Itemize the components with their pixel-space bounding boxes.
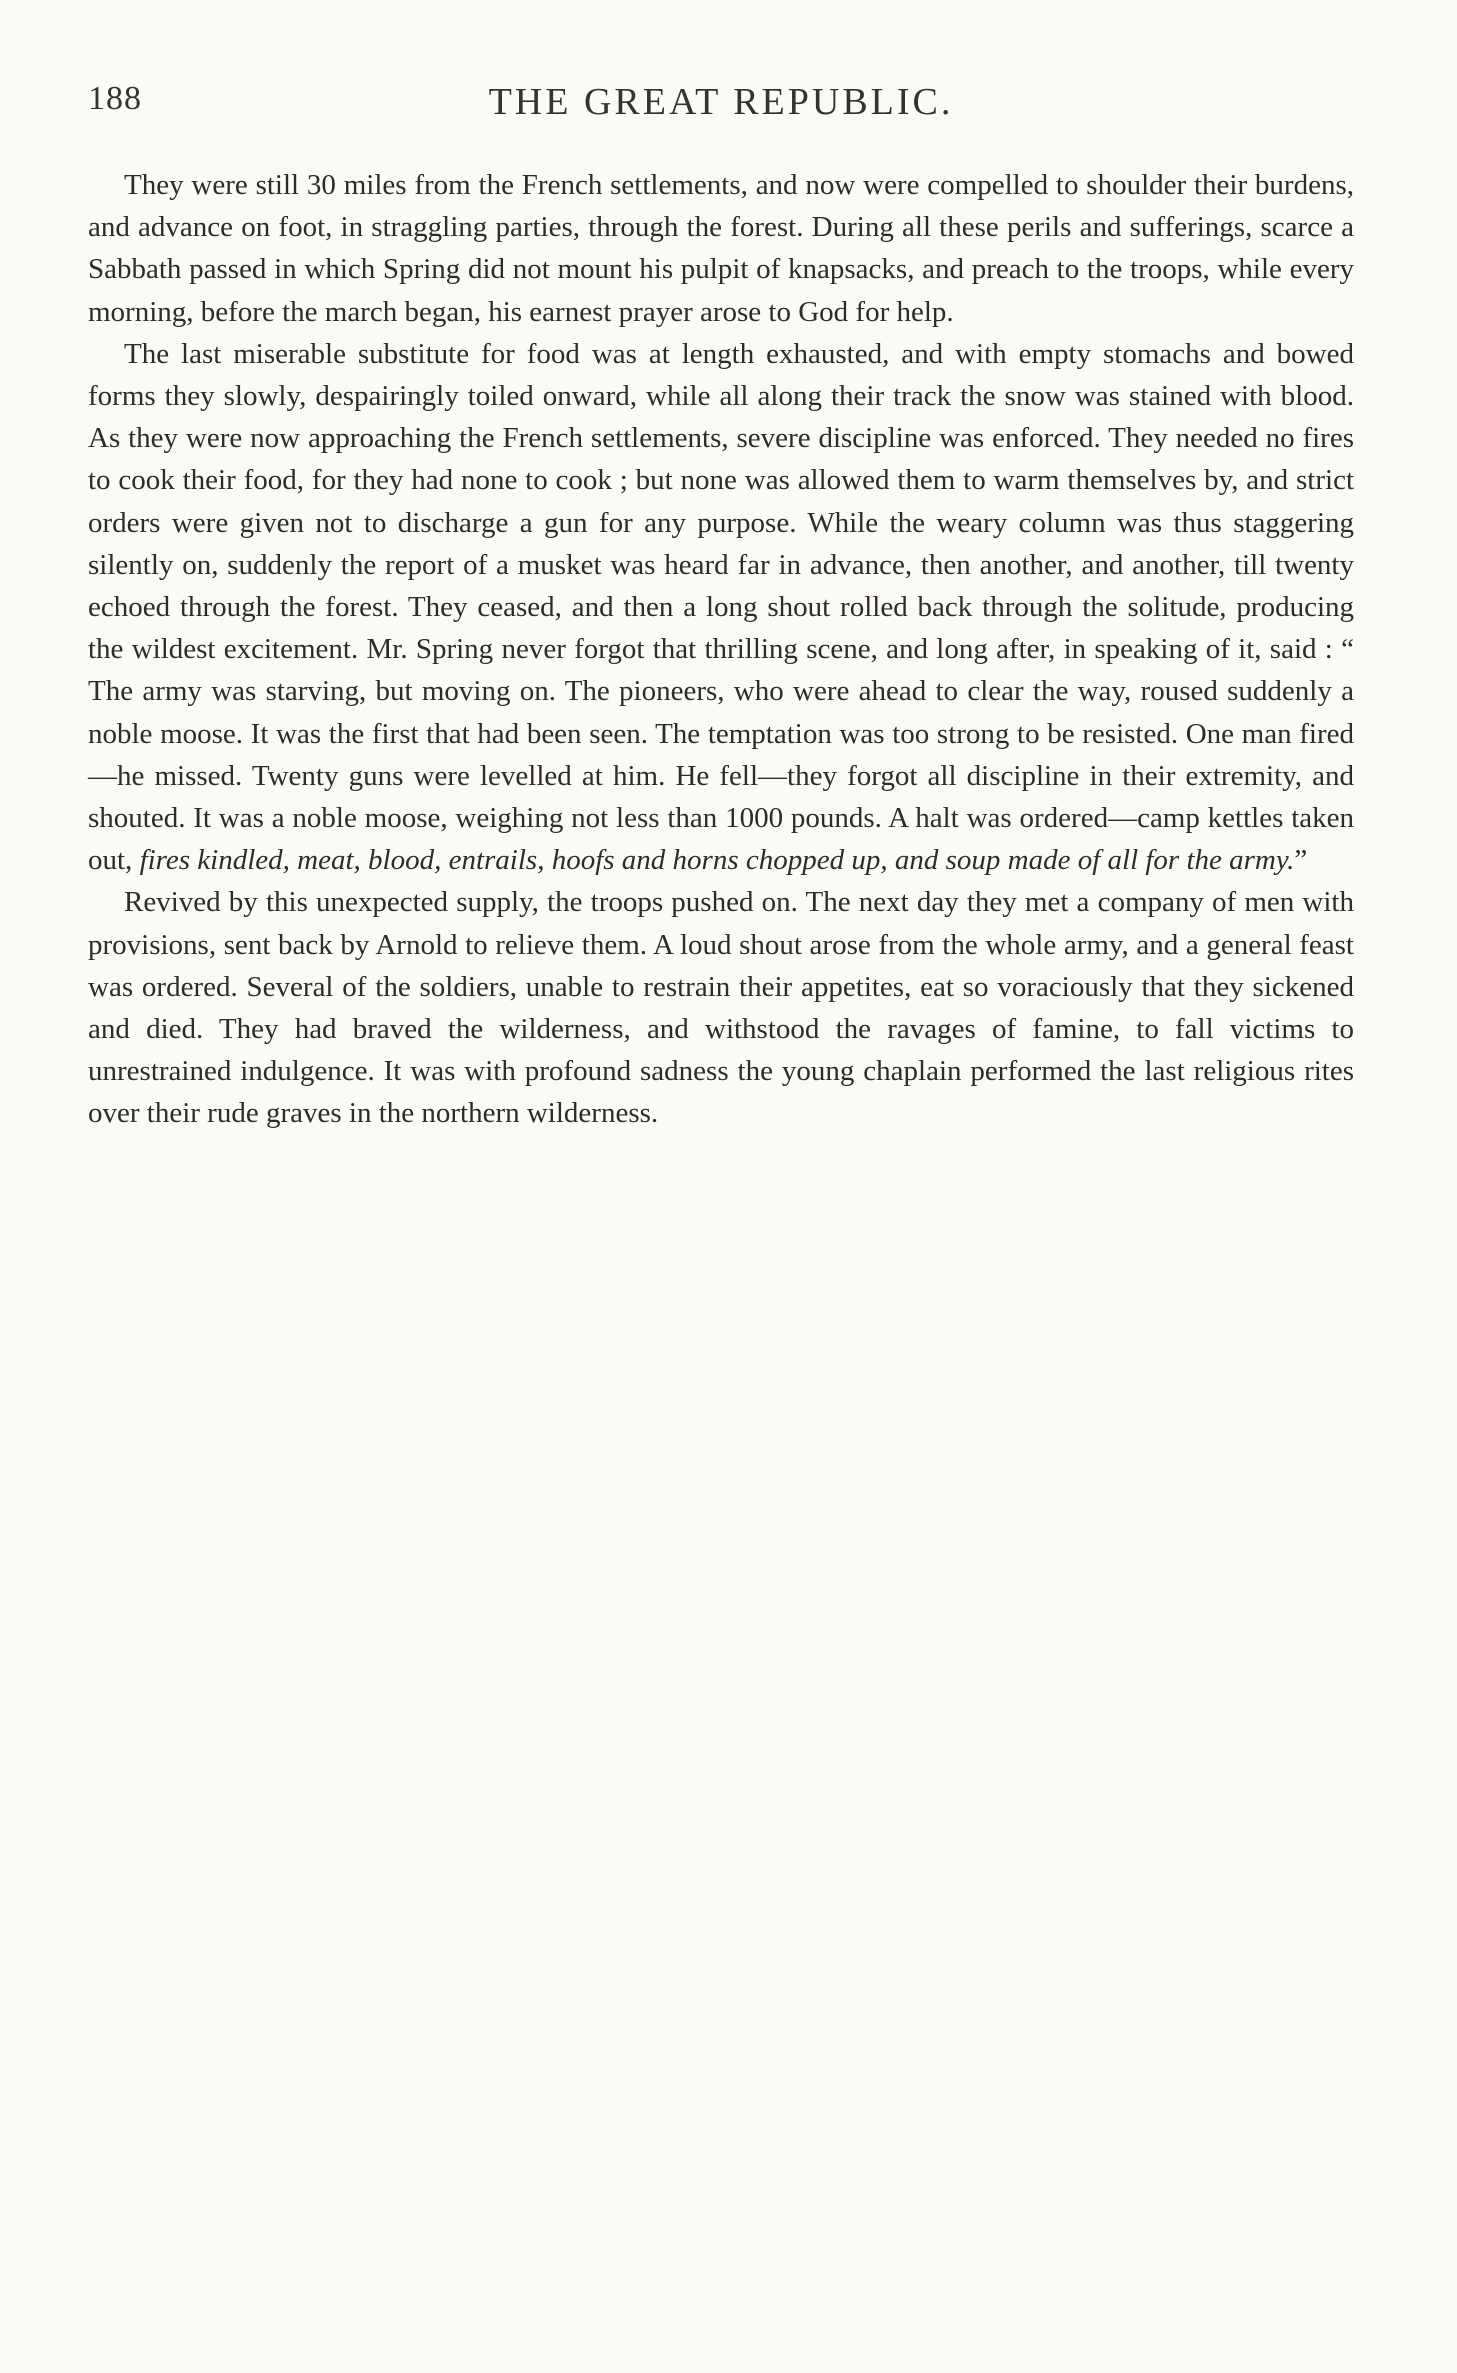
- paragraph-2-closing-quote: ”: [1294, 844, 1308, 877]
- body-text: [88, 164, 1354, 1135]
- paragraph-2-text: The last miserable substitute for food was at length exhausted, and with empty stomachs and bowed forms they slowly, despairingly toiled onward, while all along their track the snow was stained with blood. As they were now approaching the French settlements, severe discipline was enforced. They needed no fires to cook their food, for they had none to cook ; but none was allowed them to warm themselves by, and strict orders were given not to discharge a gun for any purpose. While the weary column was thus staggering silently on, suddenly the report of a musket was heard far in advance, then another, and another, till twenty echoed through the forest. They ceased, and then a long shout rolled back through the solitude, producing the wildest excitement. Mr. Spring never forgot that thrilling scene, and long after, in speaking of it, said : “ The army was starving, but moving on. The pioneers, who were ahead to clear the way, roused suddenly a noble moose. It was the first that had been seen. The temptation was too strong to be resisted. One man fired—he missed. Twenty guns were levelled at him. He fell—they forgot all discipline in their extremity, and shouted. It was a noble moose, weighing not less than 1000 pounds. A halt was ordered—camp kettles taken out,: [88, 337, 1354, 877]
- paragraph-2-italic-quote: fires kindled, meat, blood, entrails, hoofs and horns chopped up, and soup made of all for the army.: [139, 844, 1295, 877]
- paragraph-2: [88, 333, 1354, 882]
- running-title: THE GREAT REPUBLIC.: [488, 81, 954, 123]
- running-head: [88, 80, 1354, 136]
- paragraph-1: They were still 30 miles from the French settlements, and now were compelled to shoulder their burdens, and advance on foot, in straggling parties, through the forest. During all these perils and sufferings, scarce a Sabbath passed in which Spring did not mount his pulpit of knapsacks, and preach to the troops, while every morning, before the march began, his earnest prayer arose to God for help.: [88, 169, 1354, 328]
- paragraph-3: Revived by this unexpected supply, the troops pushed on. The next day they met a company of men with provisions, sent back by Arnold to relieve them. A loud shout arose from the whole army, and a general feast was ordered. Several of the soldiers, unable to restrain their appetites, eat so voraciously that they sickened and died. They had braved the wilderness, and withstood the ravages of famine, to fall victims to unrestrained indulgence. It was with profound sadness the young chaplain performed the last religious rites over their rude graves in the northern wilderness.: [88, 886, 1354, 1130]
- page-number: 188: [88, 80, 142, 117]
